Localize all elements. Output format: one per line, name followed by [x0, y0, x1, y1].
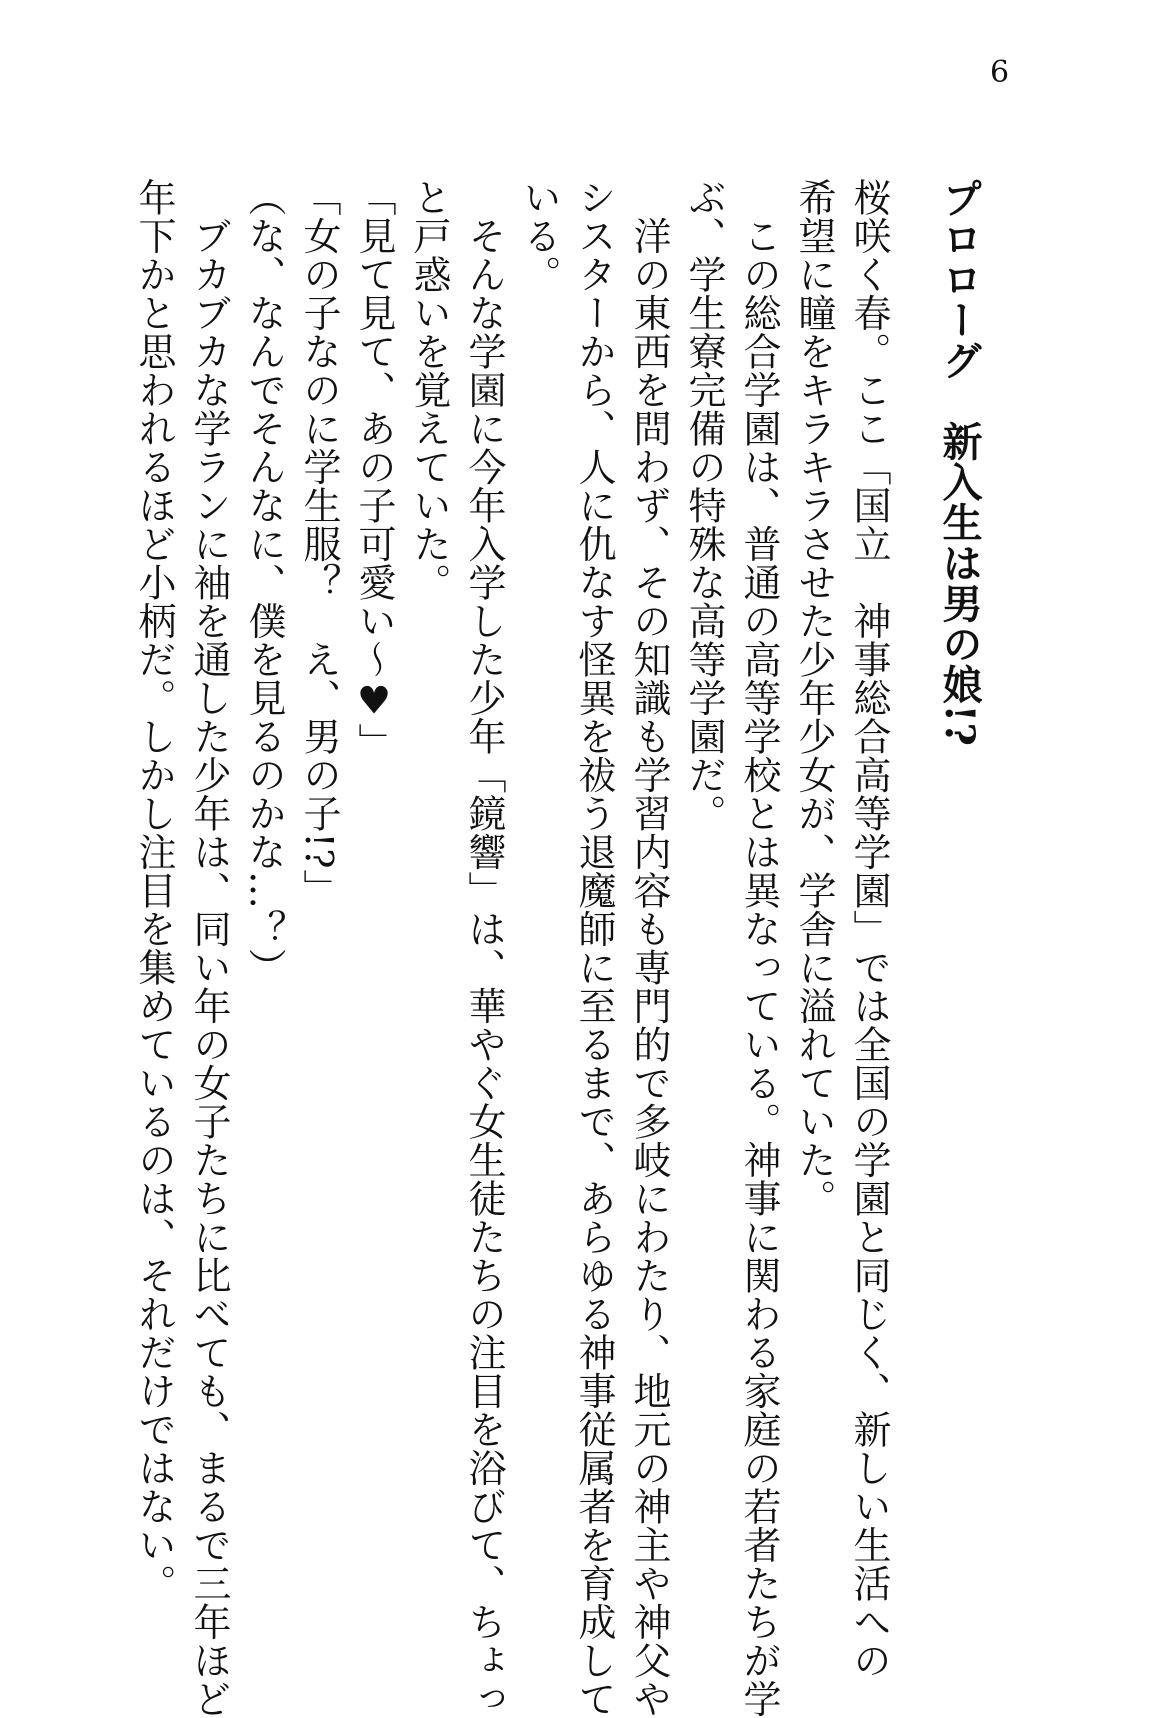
- dialogue-line: 「見て見て、あの子可愛い～♥」: [352, 178, 396, 762]
- text-line: ブカブカな学ランに袖を通した少年は、同い年の女子たちに比べても、まるで三年ほど: [187, 178, 231, 1718]
- text-line: 希望に瞳をキラキラさせた少年少女が、学舎に溢れていた。: [792, 178, 836, 1218]
- text-line: シスターから、人に仇なす怪異を祓う退魔師に至るまで、あらゆる神事従属者を育成して: [572, 178, 616, 1718]
- text-line: 桜咲く春。ここ「国立 神事総合高等学園」では全国の学園と同じく、新しい生活への: [847, 178, 891, 1680]
- thought-line: （な、なんでそんなに、僕を見るのかな…？）: [242, 178, 286, 987]
- text-line: そんな学園に今年入学した少年「鏡響」は、華やぐ女生徒たちの注目を浴びて、ちょっ: [462, 178, 506, 1718]
- text-line: 洋の東西を問わず、その知識も学習内容も専門的で多岐にわたり、地元の神主や神父や: [627, 178, 671, 1718]
- text-line: と戸惑いを覚えていた。: [407, 178, 451, 602]
- dialogue-line: 「女の子なのに学生服？ え、男の子!?」: [297, 178, 341, 908]
- text-line: ぶ、学生寮完備の特殊な高等学園だ。: [682, 178, 726, 833]
- chapter-title: プロローグ 新入生は男の娘!?: [936, 178, 983, 747]
- text-line: 年下かと思われるほど小柄だ。しかし注目を集めているのは、それだけではない。: [132, 178, 176, 1603]
- text-line: いる。: [517, 178, 561, 294]
- vertical-text-block: [126, 178, 987, 1718]
- page-number: 6: [990, 55, 1010, 90]
- text-line: この総合学園は、普通の高等学校とは異なっている。神事に関わる家庭の若者たちが学: [737, 178, 781, 1718]
